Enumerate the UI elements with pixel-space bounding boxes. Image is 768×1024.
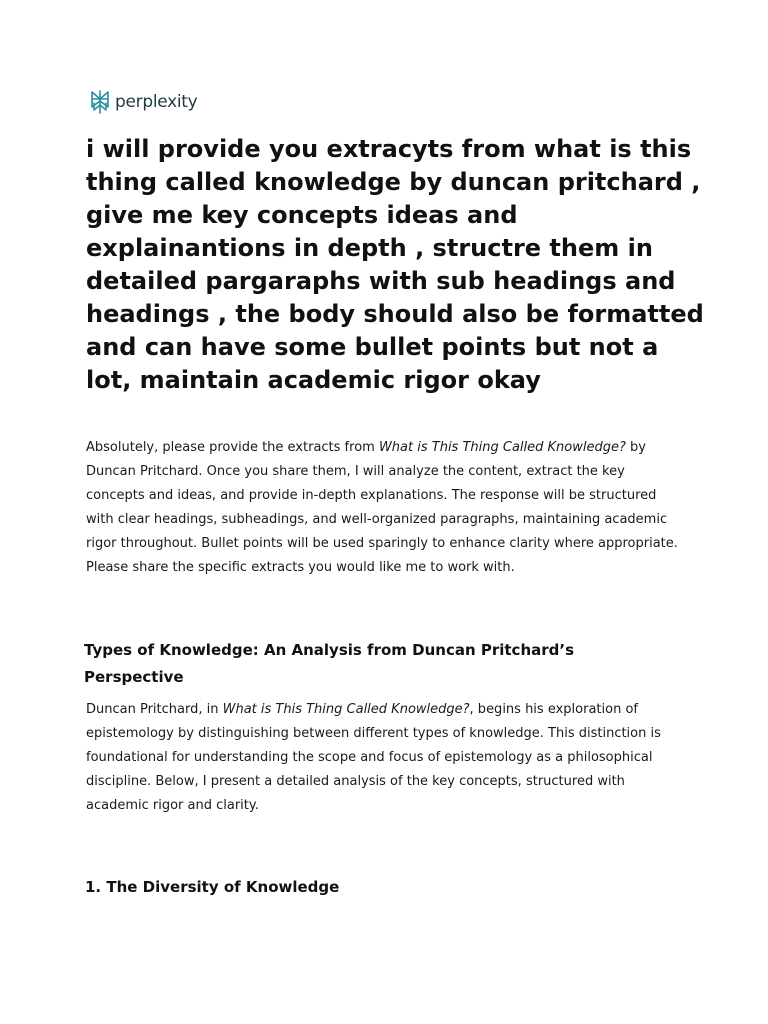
perplexity-logo-icon: [89, 90, 111, 114]
subsection-heading: 1. The Diversity of Knowledge: [85, 878, 340, 896]
user-prompt: i will provide you extracyts from what is this thing called knowledge by duncan pritchard , give me key concepts ideas and explainantions in depth , structre them in detailed pargaraphs with sub headings and headings , the body should also be formatted and can have some bullet points but not a lot, maintain academic rigor okay: [86, 135, 704, 394]
answer-text-start: Absolutely, please provide the extracts from: [86, 440, 379, 455]
perplexity-logo: [89, 90, 197, 114]
answer-paragraph: [86, 436, 686, 580]
perplexity-wordmark: perplexity: [115, 91, 198, 112]
intro-book-title: What is This Thing Called Knowledge?: [222, 702, 470, 717]
answer-text-end: by Duncan Pritchard. Once you share them, I will analyze the content, extract the key concepts and ideas, and provide in-depth explanations. The response will be structured with clear headings, subheadings, and well-organized paragraphs, maintaining academic rigor throughout. Bullet points will be used sparingly to enhance clarity where appropriate. Please share the specific extracts you would like me to work with.: [86, 440, 678, 575]
section-intro-paragraph: [86, 698, 686, 818]
intro-text-end: , begins his exploration of epistemology by distinguishing between different types of knowledge. This distinction is foundational for understanding the scope and focus of epistemology as a philosophical discipline. Below, I present a detailed analysis of the key concepts, structured with academic rigor and clarity.: [86, 702, 661, 813]
section-heading: Types of Knowledge: An Analysis from Duncan Pritchard’s Perspective: [84, 641, 575, 686]
intro-text-start: Duncan Pritchard, in: [86, 702, 223, 717]
book-title: What is This Thing Called Knowledge?: [378, 440, 626, 455]
